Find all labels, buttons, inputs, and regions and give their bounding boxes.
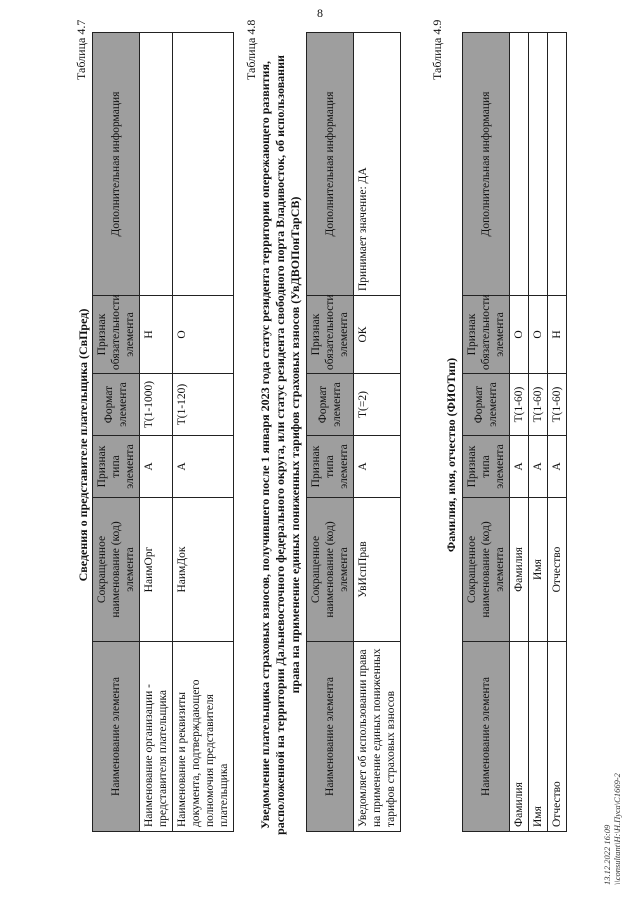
header-format: Формат элемента	[463, 374, 510, 436]
table-4-7-title: Сведения о представителе плательщика (СвПред)	[76, 308, 90, 582]
table-header-row	[93, 33, 140, 832]
table-4-7	[92, 32, 234, 832]
cell-required: Н	[140, 296, 173, 374]
cell-code: НаимОрг	[140, 498, 173, 642]
table-header-row	[307, 33, 354, 832]
cell-info	[510, 33, 529, 296]
cell-name: Отчество	[548, 642, 567, 832]
table-4-8-title: Уведомление плательщика страховых взносов, получившего после 1 января 2023 года статус резидента территории опережающего развития, расположенной на территории Дальневосточного федерального округа, или статус резидента свободного порта Владивосток, об использовании права на применение единых пониженных тарифов страховых взносов (УвДВОПонТарСВ)	[258, 55, 302, 835]
cell-code: НаимДок	[173, 498, 234, 642]
print-stamp	[602, 773, 622, 885]
header-code: Сокращенное наименование (код) элемента	[463, 498, 510, 642]
stamp-date: 13.12.2022 16:09	[602, 824, 612, 885]
header-name: Наименование элемента	[463, 642, 510, 832]
cell-info	[529, 33, 548, 296]
cell-type: А	[529, 436, 548, 498]
cell-info	[140, 33, 173, 296]
header-required: Признак обязательности элемента	[307, 296, 354, 374]
table-row	[354, 33, 401, 832]
header-type: Признак типа элемента	[93, 436, 140, 498]
header-required: Признак обязательности элемента	[463, 296, 510, 374]
cell-format: T(1-60)	[529, 374, 548, 436]
table-4-9-caption: Таблица 4.9	[430, 19, 444, 80]
cell-code: Имя	[529, 498, 548, 642]
header-code: Сокращенное наименование (код) элемента	[93, 498, 140, 642]
header-code: Сокращенное наименование (код) элемента	[307, 498, 354, 642]
cell-type: А	[173, 436, 234, 498]
table-4-7-caption: Таблица 4.7	[74, 19, 88, 80]
header-format: Формат элемента	[307, 374, 354, 436]
cell-name: Имя	[529, 642, 548, 832]
table-header-row	[463, 33, 510, 832]
cell-name: Наименование и реквизиты документа, подтверждающего полномочия представителя плательщика	[173, 642, 234, 832]
table-4-9	[462, 32, 567, 832]
stamp-path: \\consultant\H:\H.Пуса\C1669-2	[612, 773, 622, 885]
table-row	[140, 33, 173, 832]
header-info: Дополнительная информация	[307, 33, 354, 296]
header-required: Признак обязательности элемента	[93, 296, 140, 374]
table-row	[173, 33, 234, 832]
table-4-8	[306, 32, 401, 832]
header-info: Дополнительная информация	[463, 33, 510, 296]
header-type: Признак типа элемента	[307, 436, 354, 498]
cell-code: УвИспПрав	[354, 498, 401, 642]
cell-required: О	[510, 296, 529, 374]
header-name: Наименование элемента	[307, 642, 354, 832]
cell-info	[548, 33, 567, 296]
cell-type: А	[140, 436, 173, 498]
cell-info	[173, 33, 234, 296]
cell-format: T(1-60)	[548, 374, 567, 436]
cell-code: Отчество	[548, 498, 567, 642]
header-name: Наименование элемента	[93, 642, 140, 832]
header-type: Признак типа элемента	[463, 436, 510, 498]
table-4-8-caption: Таблица 4.8	[244, 19, 258, 80]
header-format: Формат элемента	[93, 374, 140, 436]
cell-name: Уведомляет об использовании права на применение единых пониженных тарифов страховых взносов	[354, 642, 401, 832]
table-row	[510, 33, 529, 832]
cell-required: О	[173, 296, 234, 374]
cell-name: Фамилия	[510, 642, 529, 832]
cell-required: Н	[548, 296, 567, 374]
cell-format: T(1-60)	[510, 374, 529, 436]
table-row	[548, 33, 567, 832]
cell-type: А	[510, 436, 529, 498]
table-row	[529, 33, 548, 832]
cell-required: О	[529, 296, 548, 374]
cell-type: А	[354, 436, 401, 498]
cell-info: Принимает значение: ДА	[354, 33, 401, 296]
cell-format: T(1-120)	[173, 374, 234, 436]
page-number: 8	[317, 6, 323, 20]
cell-code: Фамилия	[510, 498, 529, 642]
table-4-9-title: Фамилия, имя, отчество (ФИОТип)	[444, 357, 458, 553]
cell-required: ОК	[354, 296, 401, 374]
cell-name: Наименование организации - представителя плательщика	[140, 642, 173, 832]
cell-type: А	[548, 436, 567, 498]
cell-format: T(=2)	[354, 374, 401, 436]
header-info: Дополнительная информация	[93, 33, 140, 296]
cell-format: T(1-1000)	[140, 374, 173, 436]
